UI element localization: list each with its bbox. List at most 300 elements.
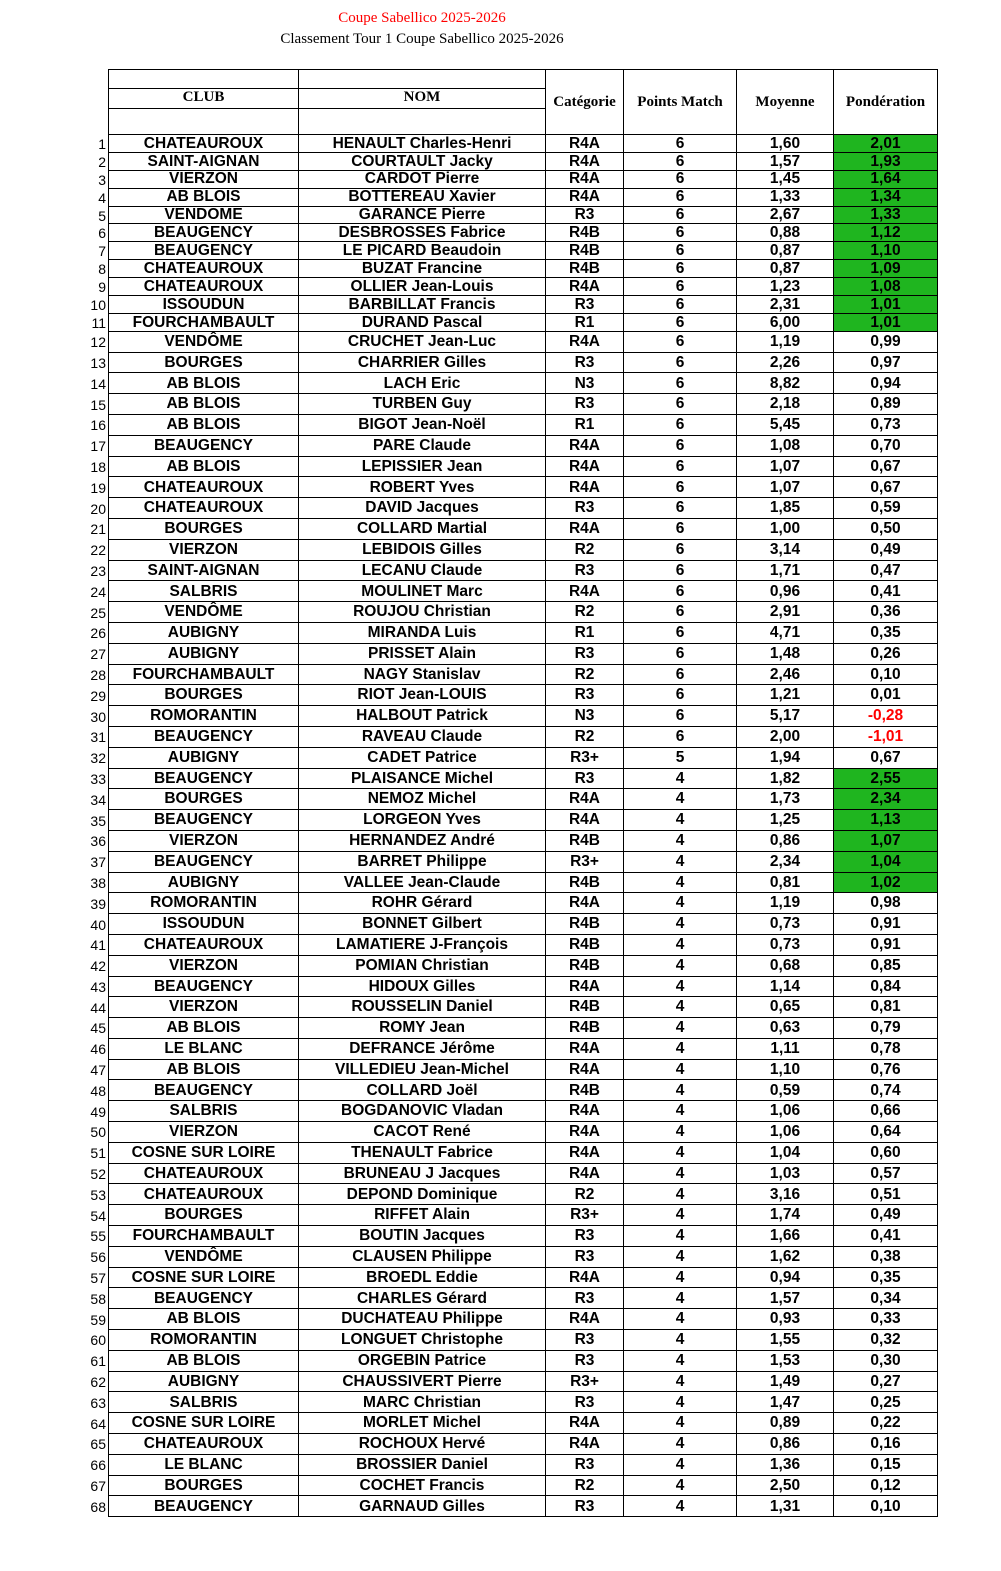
club-cell: SALBRIS: [109, 1392, 299, 1413]
name-cell: RIFFET Alain: [299, 1205, 546, 1226]
row-number: 8: [98, 261, 106, 278]
points-cell: 4: [624, 830, 737, 851]
category-cell: R4B: [546, 997, 624, 1018]
average-cell: 5,17: [737, 706, 834, 727]
weighting-cell: 1,93: [834, 152, 938, 170]
club-cell: CHATEAUROUX: [109, 278, 299, 296]
row-number: 14: [90, 375, 106, 392]
category-cell: R3: [546, 352, 624, 373]
weighting-cell: 0,98: [834, 893, 938, 914]
name-cell: ROHR Gérard: [299, 893, 546, 914]
average-cell: 1,14: [737, 976, 834, 997]
category-cell: R4A: [546, 477, 624, 498]
club-cell: AUBIGNY: [109, 872, 299, 893]
table-row: [109, 810, 938, 831]
name-cell: DURAND Pascal: [299, 313, 546, 331]
club-cell: CHATEAUROUX: [109, 135, 299, 153]
category-cell: R4A: [546, 518, 624, 539]
table-row: [109, 135, 938, 153]
category-cell: R4A: [546, 152, 624, 170]
row-number: 68: [90, 1498, 106, 1515]
average-cell: 1,03: [737, 1163, 834, 1184]
club-cell: AB BLOIS: [109, 1350, 299, 1371]
points-cell: 4: [624, 1330, 737, 1351]
table-row: [109, 1018, 938, 1039]
row-number: 30: [90, 708, 106, 725]
category-cell: R4B: [546, 934, 624, 955]
row-number: 25: [90, 604, 106, 621]
points-cell: 4: [624, 893, 737, 914]
header-club: CLUB: [109, 89, 299, 109]
name-cell: MOULINET Marc: [299, 581, 546, 602]
name-cell: TURBEN Guy: [299, 394, 546, 415]
average-cell: 1,73: [737, 789, 834, 810]
name-cell: BROEDL Eddie: [299, 1267, 546, 1288]
weighting-cell: 0,89: [834, 394, 938, 415]
weighting-cell: 2,34: [834, 789, 938, 810]
weighting-cell: 0,10: [834, 664, 938, 685]
club-cell: FOURCHAMBAULT: [109, 313, 299, 331]
points-cell: 6: [624, 706, 737, 727]
weighting-cell: 0,25: [834, 1392, 938, 1413]
points-cell: 6: [624, 260, 737, 278]
points-cell: 6: [624, 414, 737, 435]
average-cell: 1,57: [737, 1288, 834, 1309]
points-cell: 6: [624, 170, 737, 188]
name-cell: CADET Patrice: [299, 747, 546, 768]
weighting-cell: 0,47: [834, 560, 938, 581]
table-row: [109, 518, 938, 539]
points-cell: 4: [624, 789, 737, 810]
average-cell: 2,26: [737, 352, 834, 373]
category-cell: R3: [546, 1496, 624, 1517]
points-cell: 4: [624, 1059, 737, 1080]
table-row: [109, 747, 938, 768]
name-cell: MORLET Michel: [299, 1413, 546, 1434]
club-cell: COSNE SUR LOIRE: [109, 1267, 299, 1288]
category-cell: R2: [546, 1184, 624, 1205]
weighting-cell: 0,36: [834, 602, 938, 623]
average-cell: 0,89: [737, 1413, 834, 1434]
weighting-cell: 0,81: [834, 997, 938, 1018]
points-cell: 6: [624, 242, 737, 260]
average-cell: 1,33: [737, 188, 834, 206]
average-cell: 3,16: [737, 1184, 834, 1205]
club-cell: BOURGES: [109, 1205, 299, 1226]
average-cell: 1,10: [737, 1059, 834, 1080]
name-cell: COURTAULT Jacky: [299, 152, 546, 170]
table-row: [109, 789, 938, 810]
table-row: [109, 296, 938, 314]
points-cell: 4: [624, 1038, 737, 1059]
club-cell: AUBIGNY: [109, 747, 299, 768]
average-cell: 0,93: [737, 1309, 834, 1330]
points-cell: 4: [624, 1288, 737, 1309]
points-cell: 6: [624, 152, 737, 170]
category-cell: R3+: [546, 851, 624, 872]
club-cell: AB BLOIS: [109, 456, 299, 477]
name-cell: HALBOUT Patrick: [299, 706, 546, 727]
name-cell: LAMATIERE J-François: [299, 934, 546, 955]
club-cell: CHATEAUROUX: [109, 1163, 299, 1184]
table-row: [109, 706, 938, 727]
average-cell: 1,94: [737, 747, 834, 768]
row-number: 61: [90, 1353, 106, 1370]
table-row: [109, 1080, 938, 1101]
weighting-cell: 0,67: [834, 456, 938, 477]
points-cell: 4: [624, 914, 737, 935]
points-cell: 5: [624, 747, 737, 768]
average-cell: 1,53: [737, 1350, 834, 1371]
weighting-cell: 0,26: [834, 643, 938, 664]
club-cell: BEAUGENCY: [109, 810, 299, 831]
category-cell: R3: [546, 1226, 624, 1247]
average-cell: 1,21: [737, 685, 834, 706]
weighting-cell: 1,12: [834, 224, 938, 242]
name-cell: DEPOND Dominique: [299, 1184, 546, 1205]
points-cell: 6: [624, 664, 737, 685]
name-cell: DESBROSSES Fabrice: [299, 224, 546, 242]
points-cell: 4: [624, 872, 737, 893]
name-cell: BOTTEREAU Xavier: [299, 188, 546, 206]
table-row: [109, 914, 938, 935]
average-cell: 0,96: [737, 581, 834, 602]
table-row: [109, 1184, 938, 1205]
table-row: [109, 934, 938, 955]
name-cell: DAVID Jacques: [299, 498, 546, 519]
weighting-cell: 0,34: [834, 1288, 938, 1309]
weighting-cell: 0,84: [834, 976, 938, 997]
table-row: [109, 313, 938, 331]
category-cell: R4B: [546, 1080, 624, 1101]
club-cell: AUBIGNY: [109, 1371, 299, 1392]
club-cell: BEAUGENCY: [109, 435, 299, 456]
average-cell: 1,11: [737, 1038, 834, 1059]
average-cell: 1,23: [737, 278, 834, 296]
points-cell: 4: [624, 1371, 737, 1392]
weighting-cell: 2,01: [834, 135, 938, 153]
category-cell: R4A: [546, 435, 624, 456]
points-cell: 4: [624, 1122, 737, 1143]
name-cell: POMIAN Christian: [299, 955, 546, 976]
category-cell: R3+: [546, 1371, 624, 1392]
club-cell: AB BLOIS: [109, 373, 299, 394]
row-number: 39: [90, 895, 106, 912]
name-cell: BOUTIN Jacques: [299, 1226, 546, 1247]
row-number: 63: [90, 1394, 106, 1411]
average-cell: 1,47: [737, 1392, 834, 1413]
club-cell: BEAUGENCY: [109, 224, 299, 242]
table-row: [109, 539, 938, 560]
average-cell: 1,45: [737, 170, 834, 188]
average-cell: 2,31: [737, 296, 834, 314]
weighting-cell: 1,10: [834, 242, 938, 260]
header-categorie: Catégorie: [546, 70, 624, 135]
table-row: [109, 477, 938, 498]
name-cell: BARBILLAT Francis: [299, 296, 546, 314]
name-cell: PARE Claude: [299, 435, 546, 456]
table-row: [109, 206, 938, 224]
header-points-match: Points Match: [624, 70, 737, 135]
category-cell: R4A: [546, 789, 624, 810]
row-number: 7: [98, 243, 106, 260]
points-cell: 4: [624, 955, 737, 976]
average-cell: 4,71: [737, 622, 834, 643]
table-row: [109, 622, 938, 643]
weighting-cell: 1,02: [834, 872, 938, 893]
row-number: 55: [90, 1228, 106, 1245]
club-cell: ROMORANTIN: [109, 1330, 299, 1351]
category-cell: R2: [546, 602, 624, 623]
name-cell: CARDOT Pierre: [299, 170, 546, 188]
name-cell: LONGUET Christophe: [299, 1330, 546, 1351]
name-cell: BRUNEAU J Jacques: [299, 1163, 546, 1184]
weighting-cell: 2,55: [834, 768, 938, 789]
club-cell: FOURCHAMBAULT: [109, 1226, 299, 1247]
category-cell: R4B: [546, 1018, 624, 1039]
name-cell: BIGOT Jean-Noël: [299, 414, 546, 435]
table-row: [109, 1059, 938, 1080]
row-number: 32: [90, 750, 106, 767]
weighting-cell: 0,99: [834, 331, 938, 352]
table-row: [109, 1496, 938, 1517]
points-cell: 6: [624, 278, 737, 296]
weighting-cell: 0,49: [834, 539, 938, 560]
weighting-cell: 0,35: [834, 622, 938, 643]
average-cell: 1,36: [737, 1454, 834, 1475]
category-cell: R3: [546, 498, 624, 519]
average-cell: 6,00: [737, 313, 834, 331]
header-ponderation: Pondération: [834, 70, 938, 135]
club-cell: BEAUGENCY: [109, 242, 299, 260]
name-cell: HIDOUX Gilles: [299, 976, 546, 997]
points-cell: 4: [624, 1142, 737, 1163]
club-cell: VIERZON: [109, 1122, 299, 1143]
average-cell: 3,14: [737, 539, 834, 560]
category-cell: R3: [546, 1288, 624, 1309]
row-number: 58: [90, 1290, 106, 1307]
category-cell: N3: [546, 373, 624, 394]
club-cell: BEAUGENCY: [109, 768, 299, 789]
average-cell: 0,68: [737, 955, 834, 976]
club-cell: AB BLOIS: [109, 188, 299, 206]
table-row: [109, 893, 938, 914]
table-row: [109, 498, 938, 519]
row-number: 15: [90, 396, 106, 413]
weighting-cell: 0,51: [834, 1184, 938, 1205]
name-cell: THENAULT Fabrice: [299, 1142, 546, 1163]
name-cell: OLLIER Jean-Louis: [299, 278, 546, 296]
name-cell: RIOT Jean-LOUIS: [299, 685, 546, 706]
category-cell: R3: [546, 206, 624, 224]
name-cell: DEFRANCE Jérôme: [299, 1038, 546, 1059]
category-cell: R3: [546, 643, 624, 664]
row-number: 12: [90, 334, 106, 351]
club-cell: AUBIGNY: [109, 643, 299, 664]
category-cell: R3: [546, 1246, 624, 1267]
name-cell: GARNAUD Gilles: [299, 1496, 546, 1517]
average-cell: 0,73: [737, 934, 834, 955]
table-row: [109, 955, 938, 976]
name-cell: VILLEDIEU Jean-Michel: [299, 1059, 546, 1080]
category-cell: R4A: [546, 893, 624, 914]
name-cell: CHAUSSIVERT Pierre: [299, 1371, 546, 1392]
points-cell: 4: [624, 976, 737, 997]
category-cell: R4B: [546, 872, 624, 893]
name-cell: ORGEBIN Patrice: [299, 1350, 546, 1371]
average-cell: 1,82: [737, 768, 834, 789]
name-cell: ROUSSELIN Daniel: [299, 997, 546, 1018]
row-number: 36: [90, 833, 106, 850]
row-number: 38: [90, 874, 106, 891]
points-cell: 6: [624, 560, 737, 581]
points-cell: 4: [624, 1226, 737, 1247]
row-number: 64: [90, 1415, 106, 1432]
category-cell: R4B: [546, 914, 624, 935]
average-cell: 2,91: [737, 602, 834, 623]
weighting-cell: 0,32: [834, 1330, 938, 1351]
row-number: 49: [90, 1103, 106, 1120]
category-cell: R4A: [546, 1059, 624, 1080]
club-cell: VIERZON: [109, 170, 299, 188]
row-number: 53: [90, 1186, 106, 1203]
table-row: [109, 685, 938, 706]
weighting-cell: 0,67: [834, 477, 938, 498]
club-cell: SALBRIS: [109, 581, 299, 602]
row-number: 52: [90, 1166, 106, 1183]
name-cell: COCHET Francis: [299, 1475, 546, 1496]
table-row: [109, 1434, 938, 1455]
points-cell: 4: [624, 1163, 737, 1184]
weighting-cell: 0,27: [834, 1371, 938, 1392]
table-row: [109, 581, 938, 602]
club-cell: BOURGES: [109, 685, 299, 706]
table-row: [109, 726, 938, 747]
category-cell: R2: [546, 664, 624, 685]
club-cell: FOURCHAMBAULT: [109, 664, 299, 685]
average-cell: 1,08: [737, 435, 834, 456]
table-row: [109, 373, 938, 394]
category-cell: R4B: [546, 830, 624, 851]
name-cell: PRISSET Alain: [299, 643, 546, 664]
table-row: [109, 851, 938, 872]
row-number: 23: [90, 562, 106, 579]
club-cell: BOURGES: [109, 518, 299, 539]
points-cell: 4: [624, 997, 737, 1018]
average-cell: 8,82: [737, 373, 834, 394]
name-cell: ROMY Jean: [299, 1018, 546, 1039]
club-cell: BOURGES: [109, 352, 299, 373]
weighting-cell: 0,67: [834, 747, 938, 768]
category-cell: R3: [546, 1392, 624, 1413]
row-number: 5: [98, 207, 106, 224]
club-cell: AB BLOIS: [109, 1018, 299, 1039]
table-row: [109, 414, 938, 435]
weighting-cell: 0,91: [834, 934, 938, 955]
club-cell: VIERZON: [109, 955, 299, 976]
points-cell: 6: [624, 477, 737, 498]
row-number: 48: [90, 1082, 106, 1099]
points-cell: 4: [624, 810, 737, 831]
club-cell: ISSOUDUN: [109, 296, 299, 314]
name-cell: BOGDANOVIC Vladan: [299, 1101, 546, 1122]
row-number: 18: [90, 458, 106, 475]
row-number: 37: [90, 854, 106, 871]
category-cell: R1: [546, 622, 624, 643]
table-row: [109, 170, 938, 188]
row-number: 66: [90, 1457, 106, 1474]
category-cell: R3: [546, 560, 624, 581]
row-number: 2: [98, 153, 106, 170]
row-number: 34: [90, 791, 106, 808]
table-row: [109, 1163, 938, 1184]
weighting-cell: 0,41: [834, 1226, 938, 1247]
points-cell: 4: [624, 1413, 737, 1434]
points-cell: 4: [624, 1309, 737, 1330]
weighting-cell: 0,85: [834, 955, 938, 976]
category-cell: R4B: [546, 955, 624, 976]
ranking-table: [108, 69, 938, 1517]
weighting-cell: 0,57: [834, 1163, 938, 1184]
weighting-cell: 1,01: [834, 313, 938, 331]
table-row: [109, 394, 938, 415]
category-cell: R4A: [546, 810, 624, 831]
category-cell: R3: [546, 1330, 624, 1351]
row-number: 11: [91, 314, 106, 331]
table-row: [109, 1226, 938, 1247]
weighting-cell: 0,41: [834, 581, 938, 602]
points-cell: 4: [624, 1475, 737, 1496]
average-cell: 2,46: [737, 664, 834, 685]
row-number: 33: [90, 770, 106, 787]
table-row: [109, 1330, 938, 1351]
row-number: 42: [90, 958, 106, 975]
weighting-cell: 0,01: [834, 685, 938, 706]
points-cell: 6: [624, 498, 737, 519]
points-cell: 6: [624, 539, 737, 560]
club-cell: VIERZON: [109, 997, 299, 1018]
weighting-cell: 0,30: [834, 1350, 938, 1371]
row-number: 20: [90, 500, 106, 517]
average-cell: 1,19: [737, 893, 834, 914]
table-row: [109, 768, 938, 789]
category-cell: R2: [546, 1475, 624, 1496]
points-cell: 6: [624, 518, 737, 539]
name-cell: COLLARD Martial: [299, 518, 546, 539]
category-cell: R4A: [546, 1142, 624, 1163]
category-cell: R3: [546, 1350, 624, 1371]
name-cell: LEBIDOIS Gilles: [299, 539, 546, 560]
name-cell: BARRET Philippe: [299, 851, 546, 872]
average-cell: 0,59: [737, 1080, 834, 1101]
category-cell: R3: [546, 685, 624, 706]
name-cell: CACOT René: [299, 1122, 546, 1143]
average-cell: 1,85: [737, 498, 834, 519]
row-number: 28: [90, 666, 106, 683]
points-cell: 6: [624, 331, 737, 352]
weighting-cell: 0,12: [834, 1475, 938, 1496]
club-cell: AB BLOIS: [109, 1309, 299, 1330]
club-cell: LE BLANC: [109, 1038, 299, 1059]
average-cell: 1,04: [737, 1142, 834, 1163]
club-cell: VENDÔME: [109, 206, 299, 224]
table-row: [109, 1392, 938, 1413]
average-cell: 1,60: [737, 135, 834, 153]
average-cell: 2,67: [737, 206, 834, 224]
average-cell: 5,45: [737, 414, 834, 435]
club-cell: AB BLOIS: [109, 414, 299, 435]
row-number: 16: [90, 417, 106, 434]
